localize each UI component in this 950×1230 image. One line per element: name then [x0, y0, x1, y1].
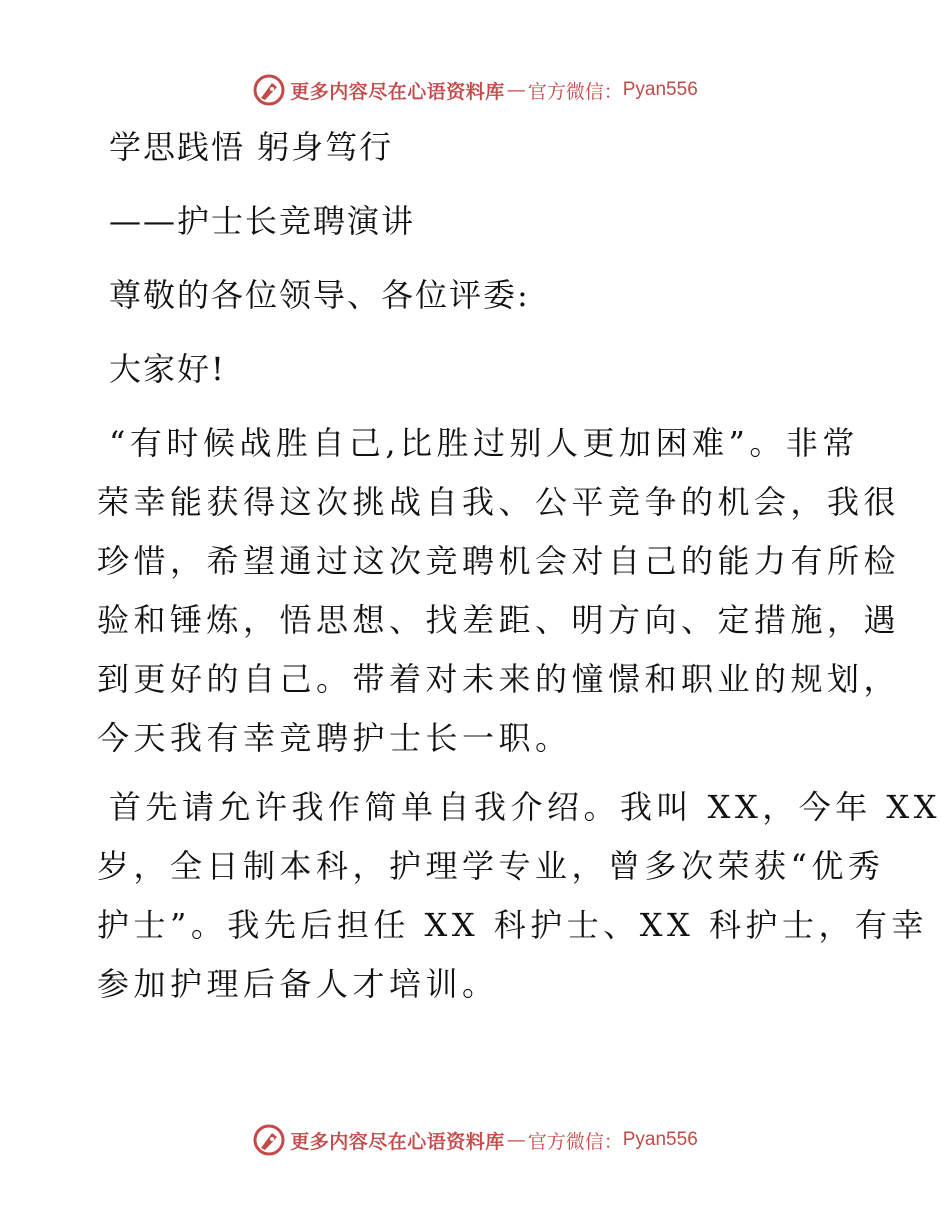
paragraph-line: 岁，全日制本科，护理学专业，曾多次荣获“优秀 [97, 847, 885, 885]
paragraph-line: 到更好的自己。带着对未来的憧憬和职业的规划， [97, 660, 901, 698]
paragraph-line: 参加护理后备人才培训。 [97, 965, 499, 1003]
document-title: 学思践悟 躬身笃行 [109, 128, 394, 166]
banner-dash: — [506, 79, 526, 101]
banner-wechat-id: Pyan556 [622, 79, 698, 100]
document-body [97, 118, 941, 1024]
banner-wechat-label: 官方微信： [527, 80, 623, 103]
paragraph-line: 荣幸能获得这次挑战自我、公平竞争的机会，我很 [97, 483, 901, 521]
banner-text: 更多内容尽在心语资料库 [290, 80, 505, 103]
footer-banner [0, 1120, 950, 1160]
paragraph-line: 护士”。我先后担任 XX 科护士、XX 科护士，有幸 [97, 906, 929, 944]
paragraph-line: “有时候战胜自己,比胜过别人更加困难”。非常 [109, 424, 859, 462]
paragraph-line: 验和锤炼，悟思想、找差距、明方向、定措施，遇 [97, 601, 901, 639]
header-banner [0, 70, 950, 110]
paragraph-line: 今天我有幸竞聘护士长一职。 [97, 719, 572, 757]
paragraph-line: 首先请允许我作简单自我介绍。我叫 XX，今年 XX [109, 788, 941, 826]
banner-wechat-id: Pyan556 [622, 1129, 698, 1150]
salutation: 尊敬的各位领导、各位评委: [109, 276, 530, 314]
pen-nib-logo-icon [252, 1123, 286, 1157]
paragraph-1 [97, 414, 901, 768]
greeting: 大家好! [109, 350, 226, 388]
document-subtitle: ——护士长竞聘演讲 [109, 202, 416, 240]
banner-text: 更多内容尽在心语资料库 [290, 1130, 505, 1153]
paragraph-2 [97, 778, 941, 1014]
banner-dash: — [506, 1129, 526, 1151]
paragraph-line: 珍惜，希望通过这次竞聘机会对自己的能力有所检 [97, 542, 901, 580]
banner-wechat-label: 官方微信： [527, 1130, 623, 1153]
pen-nib-logo-icon [252, 73, 286, 107]
